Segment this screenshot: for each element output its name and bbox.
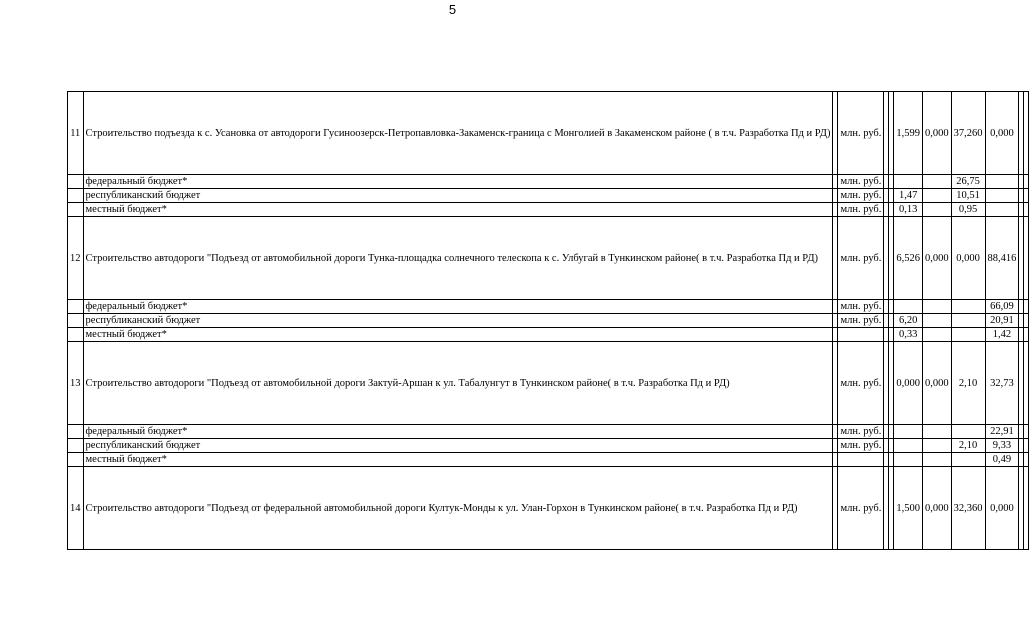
budget-source-cell: федеральный бюджет* [83,300,833,314]
value-cell: 9,33 [985,439,1019,453]
unit-cell: млн. руб. [838,92,884,175]
value-cell [894,439,923,453]
value-cell: 0,000 [894,342,923,425]
project-row [68,217,1029,300]
value-cell: 88,416 [985,217,1019,300]
value-cell [1024,203,1029,217]
value-cell: 26,75 [951,175,985,189]
row-number-cell [68,328,84,342]
budget-source-cell: федеральный бюджет* [83,175,833,189]
budget-source-cell: федеральный бюджет* [83,425,833,439]
value-cell: 1,42 [985,328,1019,342]
value-cell [1024,92,1029,175]
value-cell [1024,189,1029,203]
value-cell [951,453,985,467]
value-cell: 0,000 [923,92,952,175]
value-cell [923,439,952,453]
unit-cell: млн. руб. [838,342,884,425]
budget-source-row [68,300,1029,314]
value-cell: 6,526 [894,217,923,300]
row-number-cell [68,203,84,217]
row-number-cell: 12 [68,217,84,300]
budget-source-cell: местный бюджет* [83,328,833,342]
value-cell [951,425,985,439]
value-cell [951,300,985,314]
value-cell: 1,47 [894,189,923,203]
unit-cell: млн. руб. [838,203,884,217]
unit-cell: млн. руб. [838,189,884,203]
value-cell: 0,000 [923,467,952,550]
value-cell: 32,360 [951,467,985,550]
value-cell [923,425,952,439]
value-cell [1024,217,1029,300]
project-name-cell: Строительство подъезда к с. Усановка от автодороги Гусиноозерск-Петропавловка-Закаменск-граница с Монголией в Закаменском районе ( в т.ч. Разработка Пд и РД) [83,92,833,175]
unit-cell [838,328,884,342]
value-cell [894,300,923,314]
unit-cell: млн. руб. [838,439,884,453]
value-cell [1024,175,1029,189]
value-cell [923,189,952,203]
value-cell [1024,342,1029,425]
project-name-cell: Строительство автодороги "Подъезд от автомобильной дороги Тунка-площадка солнечного телескопа к с. Улбугай в Тункинском районе( в т.ч. Разработка Пд и РД) [83,217,833,300]
value-cell: 10,51 [951,189,985,203]
value-cell: 0,000 [985,467,1019,550]
budget-table [67,91,1029,550]
value-cell [923,453,952,467]
value-cell [894,175,923,189]
value-cell [1024,328,1029,342]
value-cell [923,328,952,342]
budget-source-cell: республиканский бюджет [83,189,833,203]
value-cell [985,203,1019,217]
row-number-cell [68,314,84,328]
value-cell: 1,500 [894,467,923,550]
value-cell [1024,467,1029,550]
value-cell [985,175,1019,189]
unit-cell: млн. руб. [838,300,884,314]
value-cell [894,425,923,439]
budget-source-row [68,175,1029,189]
budget-source-row [68,439,1029,453]
value-cell [1024,439,1029,453]
budget-source-cell: местный бюджет* [83,453,833,467]
budget-source-row [68,453,1029,467]
value-cell: 0,000 [985,92,1019,175]
unit-cell: млн. руб. [838,217,884,300]
budget-source-cell: республиканский бюджет [83,439,833,453]
project-row [68,342,1029,425]
row-number-cell [68,425,84,439]
budget-source-row [68,203,1029,217]
unit-cell: млн. руб. [838,467,884,550]
page-number: 5 [448,2,457,17]
budget-source-cell: республиканский бюджет [83,314,833,328]
value-cell: 0,000 [951,217,985,300]
budget-source-cell: местный бюджет* [83,203,833,217]
value-cell: 0,33 [894,328,923,342]
value-cell: 6,20 [894,314,923,328]
value-cell [923,203,952,217]
unit-cell: млн. руб. [838,314,884,328]
budget-source-row [68,189,1029,203]
row-number-cell [68,189,84,203]
value-cell [951,328,985,342]
value-cell [1024,314,1029,328]
value-cell: 0,49 [985,453,1019,467]
budget-source-row [68,425,1029,439]
row-number-cell [68,439,84,453]
value-cell: 1,599 [894,92,923,175]
value-cell [923,175,952,189]
value-cell [1024,453,1029,467]
table-body [68,92,1029,550]
value-cell [951,314,985,328]
project-row [68,467,1029,550]
row-number-cell: 13 [68,342,84,425]
value-cell: 32,73 [985,342,1019,425]
value-cell: 0,000 [923,217,952,300]
row-number-cell: 14 [68,467,84,550]
row-number-cell [68,300,84,314]
unit-cell: млн. руб. [838,425,884,439]
row-number-cell [68,453,84,467]
value-cell: 0,000 [923,342,952,425]
project-row [68,92,1029,175]
value-cell [985,189,1019,203]
value-cell [1024,425,1029,439]
value-cell: 37,260 [951,92,985,175]
project-name-cell: Строительство автодороги "Подъезд от федеральной автомобильной дороги Култук-Монды к ул. Улан-Горхон в Тункинском районе( в т.ч. Разработка Пд и РД) [83,467,833,550]
value-cell [1024,300,1029,314]
unit-cell [838,453,884,467]
value-cell [923,300,952,314]
value-cell: 22,91 [985,425,1019,439]
value-cell [923,314,952,328]
project-name-cell: Строительство автодороги "Подъезд от автомобильной дороги Зактуй-Аршан к ул. Табалунгут в Тункинском районе( в т.ч. Разработка Пд и РД) [83,342,833,425]
value-cell: 0,95 [951,203,985,217]
value-cell: 2,10 [951,342,985,425]
row-number-cell: 11 [68,92,84,175]
value-cell: 2,10 [951,439,985,453]
value-cell: 0,13 [894,203,923,217]
unit-cell: млн. руб. [838,175,884,189]
row-number-cell [68,175,84,189]
budget-source-row [68,314,1029,328]
value-cell [894,453,923,467]
value-cell: 20,91 [985,314,1019,328]
value-cell: 66,09 [985,300,1019,314]
budget-source-row [68,328,1029,342]
